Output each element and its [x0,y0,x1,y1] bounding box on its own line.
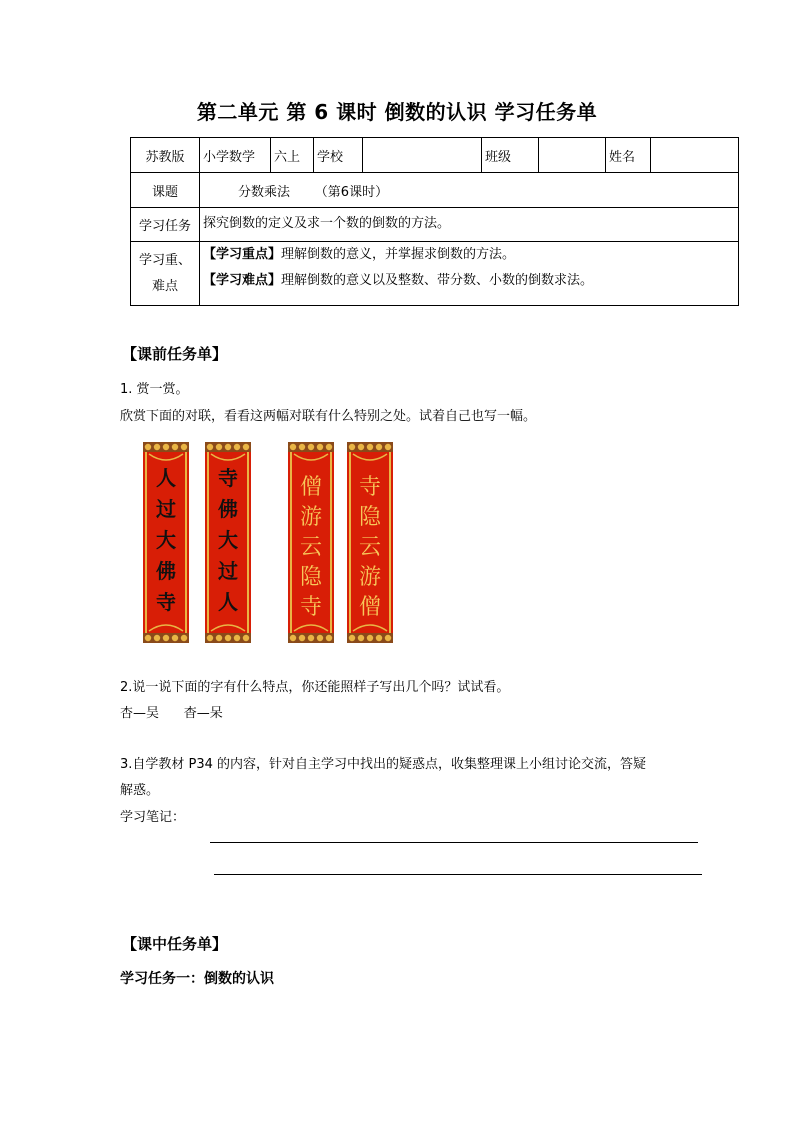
couplet-3 [288,442,334,643]
q3-text-line2: 解惑。 [120,783,160,798]
cell-subject: 小学数学 [200,138,271,173]
couplet-4 [347,442,393,643]
info-table [130,137,739,306]
pre-task-heading: 【课前任务单】 [122,345,228,363]
difficult-point-text: 理解倒数的意义以及整数、带分数、小数的倒数求法。 [281,273,594,288]
q2-text: 2.说一说下面的字有什么特点，你还能照样子写出几个吗？试试看。 [120,680,510,695]
couplet-char: 大 [156,528,176,552]
q1-title: 1. 赏一赏。 [120,382,189,397]
cell-publisher: 苏教版 [131,138,200,173]
couplet-char: 过 [156,497,176,521]
couplet-char: 僧 [299,475,322,500]
couplet-char: 僧 [358,595,381,620]
difficult-point-line [203,268,735,294]
couplet-char: 游 [299,505,322,530]
couplet-char: 云 [358,535,381,560]
page-title: 第二单元 第 6 课时 倒数的认识 学习任务单 [196,100,598,124]
couplet-char: 佛 [218,497,238,521]
topic-value: 分数乘法 （第6课时） [200,173,739,208]
keypoint-label: 学习重、难点 [131,242,200,306]
q3-text-line1: 3.自学教材 P34 的内容，针对自主学习中找出的疑惑点，收集整理课上小组讨论交流，答疑 [120,757,647,772]
couplet-2 [205,442,251,643]
cell-grade: 六上 [271,138,314,173]
key-point-text: 理解倒数的意义，并掌握求倒数的方法。 [281,247,516,262]
note-line-1[interactable] [210,842,698,843]
couplet-char: 寺 [358,475,381,500]
cell-class-value[interactable] [539,138,606,173]
couplet-char: 寺 [299,595,322,620]
task1-heading: 学习任务一：倒数的认识 [120,971,274,987]
cell-school-value[interactable] [363,138,482,173]
cell-name-label: 姓名 [606,138,651,173]
cell-school-label: 学校 [314,138,363,173]
couplet-char: 佛 [156,559,176,583]
couplet-char: 隐 [358,505,381,530]
couplet-char: 云 [299,535,322,560]
task-value: 探究倒数的定义及求一个数的倒数的方法。 [200,208,739,242]
key-point-tag: 【学习重点】 [203,247,282,262]
couplet-char: 人 [156,466,176,490]
q1-text: 欣赏下面的对联，看看这两幅对联有什么特别之处。试着自己也写一幅。 [120,409,537,424]
difficult-point-tag: 【学习难点】 [203,273,282,288]
couplet-char: 人 [218,590,238,614]
couplet-char: 寺 [218,466,238,490]
q2-examples: 杏—吴 杳—呆 [120,706,223,721]
couplet-1 [143,442,189,643]
couplet-char: 过 [218,559,238,583]
key-point-line [203,242,735,268]
couplet-char: 隐 [299,565,322,590]
cell-name-value[interactable] [651,138,739,173]
keypoint-content [200,242,739,306]
couplet-char: 游 [358,565,381,590]
note-line-2[interactable] [214,874,702,875]
task-label: 学习任务 [131,208,200,242]
couplet-char: 大 [218,528,238,552]
topic-label: 课题 [131,173,200,208]
couplet-char: 寺 [156,590,176,614]
in-class-heading: 【课中任务单】 [122,935,228,953]
notes-label: 学习笔记： [120,810,186,825]
cell-class-label: 班级 [482,138,539,173]
